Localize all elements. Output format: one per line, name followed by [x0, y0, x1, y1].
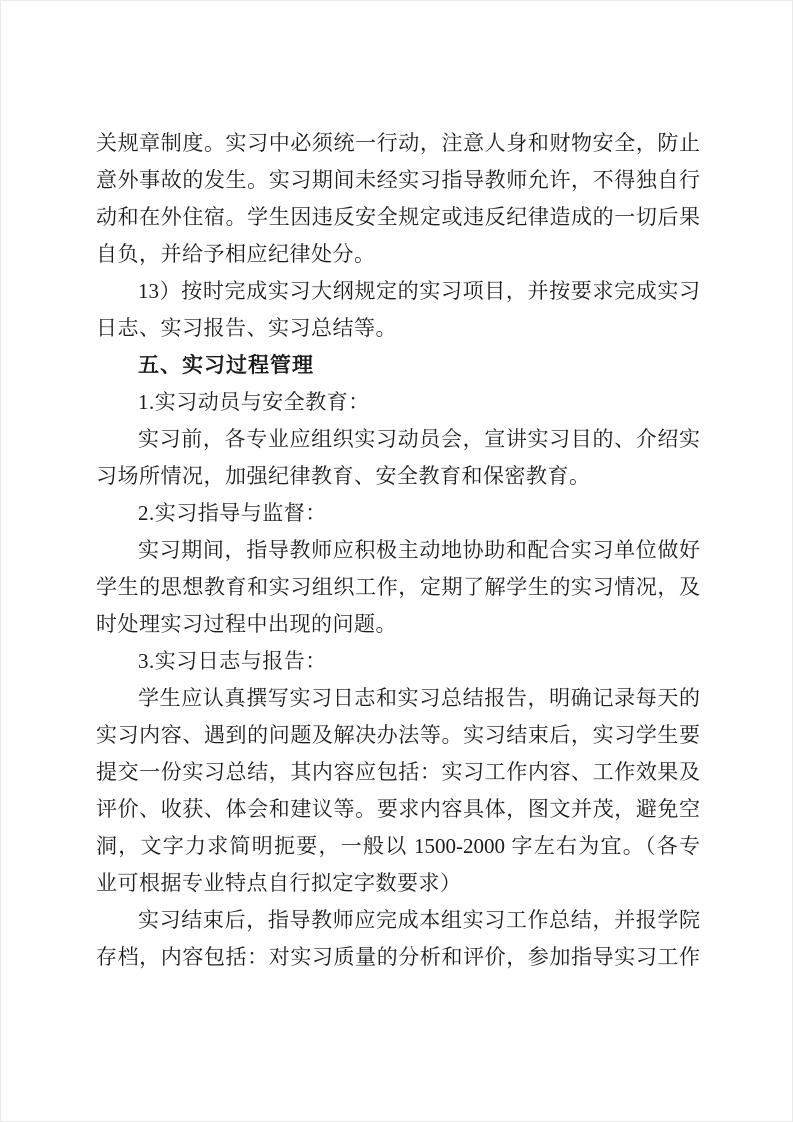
text-line: 实习期间，指导教师应积极主动地协助和配合实习单位做好 [138, 538, 700, 562]
text-line: 日志、实习报告、实习总结等。 [96, 316, 397, 340]
text-line: 学生的思想教育和实习组织工作，定期了解学生的实习情况，及 [96, 575, 700, 599]
section-heading: 五、实习过程管理 [138, 353, 314, 377]
text-line: 洞，文字力求简明扼要，一般以 1500-2000 字左右为宜。（各专 [96, 834, 700, 858]
document-content [96, 125, 700, 976]
text-line: 提交一份实习总结，其内容应包括：实习工作内容、工作效果及 [96, 760, 700, 784]
text-line: 学生应认真撰写实习日志和实习总结报告，明确记录每天的 [138, 686, 700, 710]
text-line: 实习前，各专业应组织实习动员会，宣讲实习目的、介绍实 [138, 427, 700, 451]
text-line: 动和在外住宿。学生因违反安全规定或违反纪律造成的一切后果 [96, 205, 700, 229]
text-line: 存档，内容包括：对实习质量的分析和评价，参加指导实习工作 [96, 945, 700, 969]
text-line: 习场所情况，加强纪律教育、安全教育和保密教育。 [96, 464, 591, 488]
text-line: 实习结束后，指导教师应完成本组实习工作总结，并报学院 [138, 908, 700, 932]
text-line: 13）按时完成实习大纲规定的实习项目，并按要求完成实习 [138, 279, 700, 303]
text-line: 2.实习指导与监督： [138, 501, 327, 525]
text-line: 业可根据专业特点自行拟定字数要求） [96, 871, 462, 895]
text-line: 时处理实习过程中出现的问题。 [96, 612, 397, 636]
text-line: 1.实习动员与安全教育： [138, 390, 370, 414]
text-line: 关规章制度。实习中必须统一行动，注意人身和财物安全，防止 [96, 131, 700, 155]
text-line: 3.实习日志与报告： [138, 649, 327, 673]
text-line: 实习内容、遇到的问题及解决办法等。实习结束后，实习学生要 [96, 723, 700, 747]
text-line: 评价、收获、体会和建议等。要求内容具体，图文并茂，避免空 [96, 797, 700, 821]
text-line: 自负，并给予相应纪律处分。 [96, 242, 376, 266]
text-line: 意外事故的发生。实习期间未经实习指导教师允许，不得独自行 [96, 168, 700, 192]
